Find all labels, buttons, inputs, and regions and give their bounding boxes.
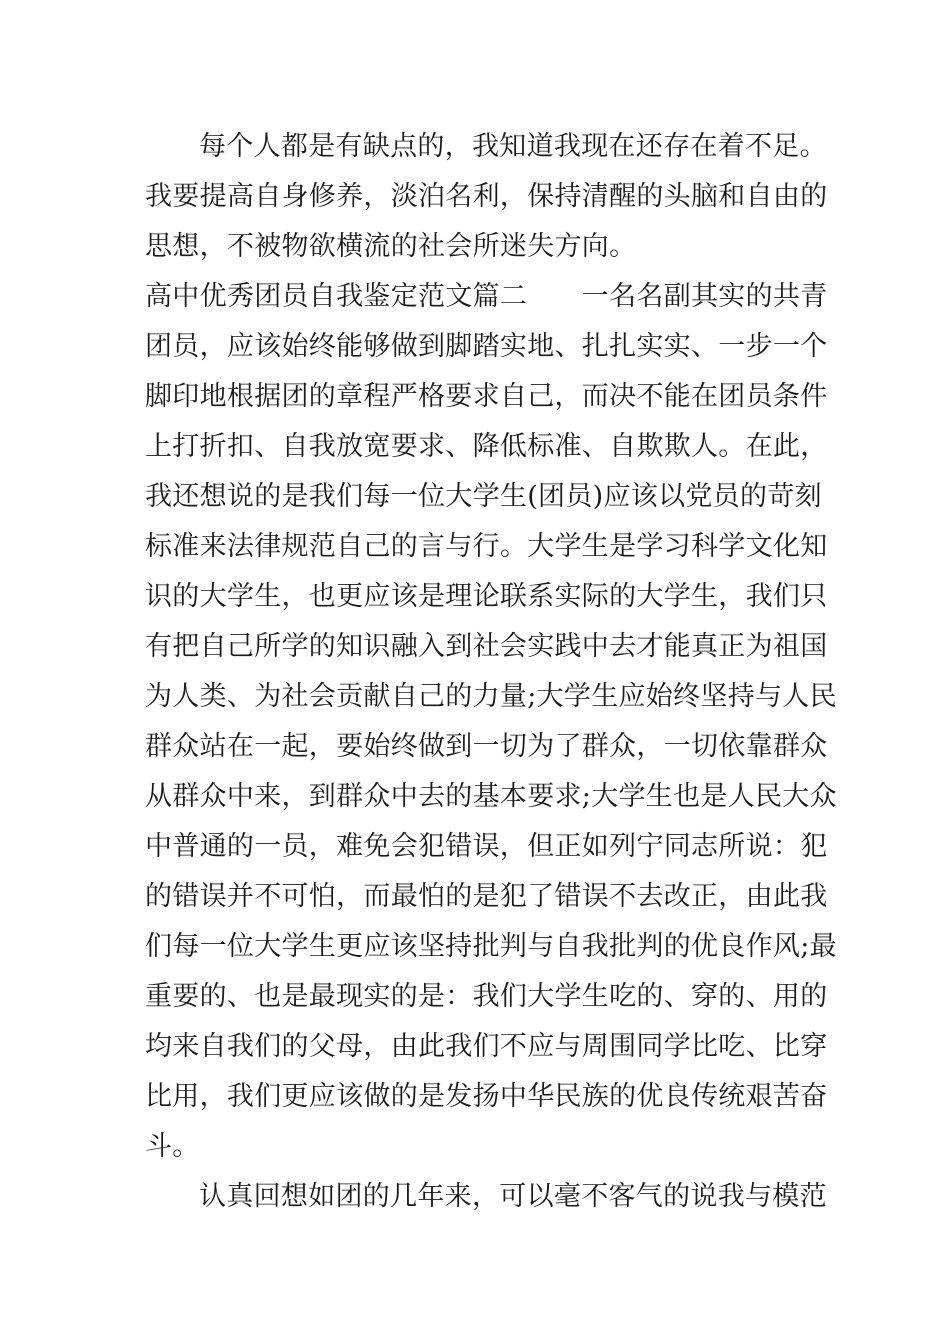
paragraph-1 bbox=[145, 122, 828, 272]
paragraph-3 bbox=[145, 1172, 827, 1222]
section-2-line: 脚印地根据团的章程严格要求自己，而决不能在团员条件 bbox=[145, 381, 828, 412]
section-2-line: 比用，我们更应该做的是发扬中华民族的优良传统艰苦奋 bbox=[145, 1081, 828, 1112]
section-2-line: 群众站在一起，要始终做到一切为了群众，一切依靠群众 bbox=[145, 731, 828, 762]
paragraph-1-line: 我要提高自身修养，淡泊名利，保持清醒的头脑和自由的 bbox=[145, 181, 828, 212]
section-2-line: 从群众中来，到群众中去的基本要求;大学生也是人民大众 bbox=[145, 781, 837, 812]
section-2-line: 中普通的一员，难免会犯错误，但正如列宁同志所说：犯 bbox=[145, 831, 828, 862]
section-2-line: 们每一位大学生更应该坚持批判与自我批判的优良作风;最 bbox=[145, 931, 837, 962]
section-2-line: 的错误并不可怕，而最怕的是犯了错误不去改正，由此我 bbox=[145, 881, 828, 912]
section-2-line: 我还想说的是我们每一位大学生(团员)应该以党员的苛刻 bbox=[145, 481, 822, 512]
section-2-heading-line: 高中优秀团员自我鉴定范文篇二 一名名副其实的共青 bbox=[145, 281, 828, 312]
section-2-line: 团员，应该始终能够做到脚踏实地、扎扎实实、一步一个 bbox=[145, 331, 828, 362]
section-2-body bbox=[145, 272, 837, 1172]
paragraph-1-line: 每个人都是有缺点的，我知道我现在还存在着不足。 bbox=[199, 131, 827, 162]
section-2-line: 识的大学生，也更应该是理论联系实际的大学生，我们只 bbox=[145, 581, 828, 612]
section-2-line: 标准来法律规范自己的言与行。大学生是学习科学文化知 bbox=[145, 531, 828, 562]
section-2-line: 斗。 bbox=[145, 1131, 200, 1162]
section-2-line: 为人类、为社会贡献自己的力量;大学生应始终坚持与人民 bbox=[145, 681, 837, 712]
section-2-line: 重要的、也是最现实的是：我们大学生吃的、穿的、用的 bbox=[145, 981, 828, 1012]
section-2-line: 均来自我们的父母，由此我们不应与周围同学比吃、比穿 bbox=[145, 1031, 828, 1062]
section-2-line: 有把自己所学的知识融入到社会实践中去才能真正为祖国 bbox=[145, 631, 828, 662]
section-2-line: 上打折扣、自我放宽要求、降低标准、自欺欺人。在此， bbox=[145, 431, 828, 462]
paragraph-3-line: 认真回想如团的几年来，可以毫不客气的说我与模范 bbox=[199, 1181, 827, 1212]
paragraph-1-line: 思想，不被物欲横流的社会所迷失方向。 bbox=[145, 231, 637, 262]
